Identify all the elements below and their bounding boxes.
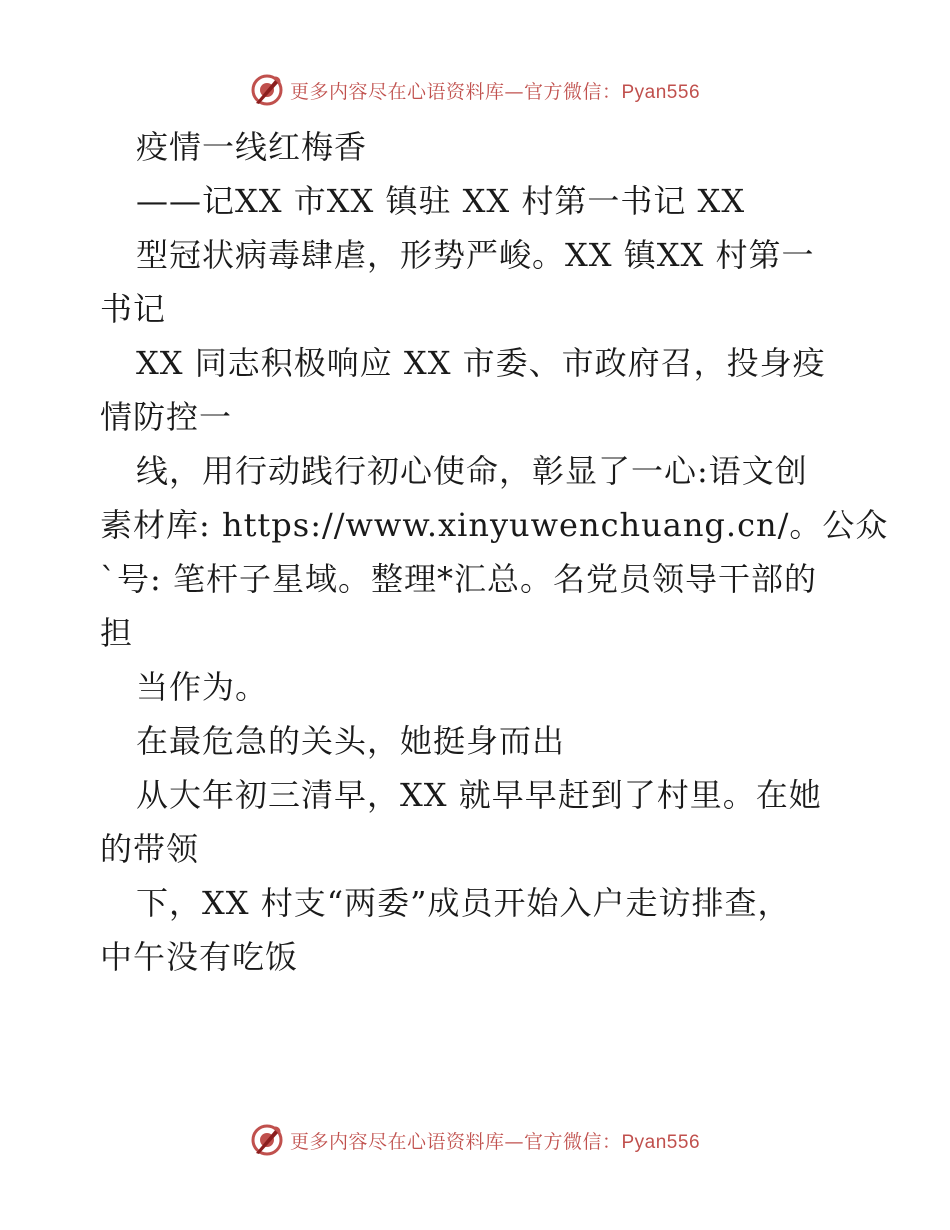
- paragraph-line: 从大年初三清早，XX 就早早赶到了村里。在她: [136, 776, 822, 814]
- paragraph-line: XX 同志积极响应 XX 市委、市政府召，投身疫: [136, 344, 826, 382]
- doc-subtitle: ——记XX 市XX 镇驻 XX 村第一书记 XX: [136, 182, 746, 220]
- paragraph-line: 下，XX 村支“两委”成员开始入户走访排查，: [136, 884, 791, 922]
- document-body: [100, 120, 889, 984]
- footer-wechat-id: Pyan556: [621, 1131, 701, 1153]
- paragraph-line: 情防控一: [100, 398, 233, 436]
- footer-text: 更多内容尽在心语资料库—官方微信：Pyan556: [289, 1130, 701, 1153]
- paragraph-line: 素材库: https://www.xinyuwenchuang.cn/。公众: [100, 506, 889, 544]
- section-heading: 在最危急的关头，她挺身而出: [136, 722, 566, 760]
- paragraph-line: 型冠状病毒肆虐，形势严峻。XX 镇XX 村第一: [136, 236, 815, 274]
- header-text: 更多内容尽在心语资料库—官方微信：Pyan556: [289, 80, 701, 103]
- paragraph-line: 担: [100, 614, 134, 652]
- footer-banner: [0, 1120, 950, 1160]
- quill-logo-icon: [250, 73, 284, 107]
- paragraph-line: 书记: [100, 290, 167, 328]
- doc-title: 疫情一线红梅香: [136, 128, 368, 166]
- paragraph-line: 的带领: [100, 830, 200, 868]
- paragraph-line: `号: 笔杆子星域。整理*汇总。名党员领导干部的: [100, 560, 817, 598]
- paragraph-line: 中午没有吃饭: [100, 938, 299, 976]
- paragraph-line: 当作为。: [136, 668, 269, 706]
- quill-logo-icon: [250, 1123, 284, 1157]
- paragraph-line: 线，用行动践行初心使命，彰显了一心:语文创: [136, 452, 808, 490]
- header-wechat-id: Pyan556: [621, 81, 701, 103]
- header-banner: [0, 70, 950, 110]
